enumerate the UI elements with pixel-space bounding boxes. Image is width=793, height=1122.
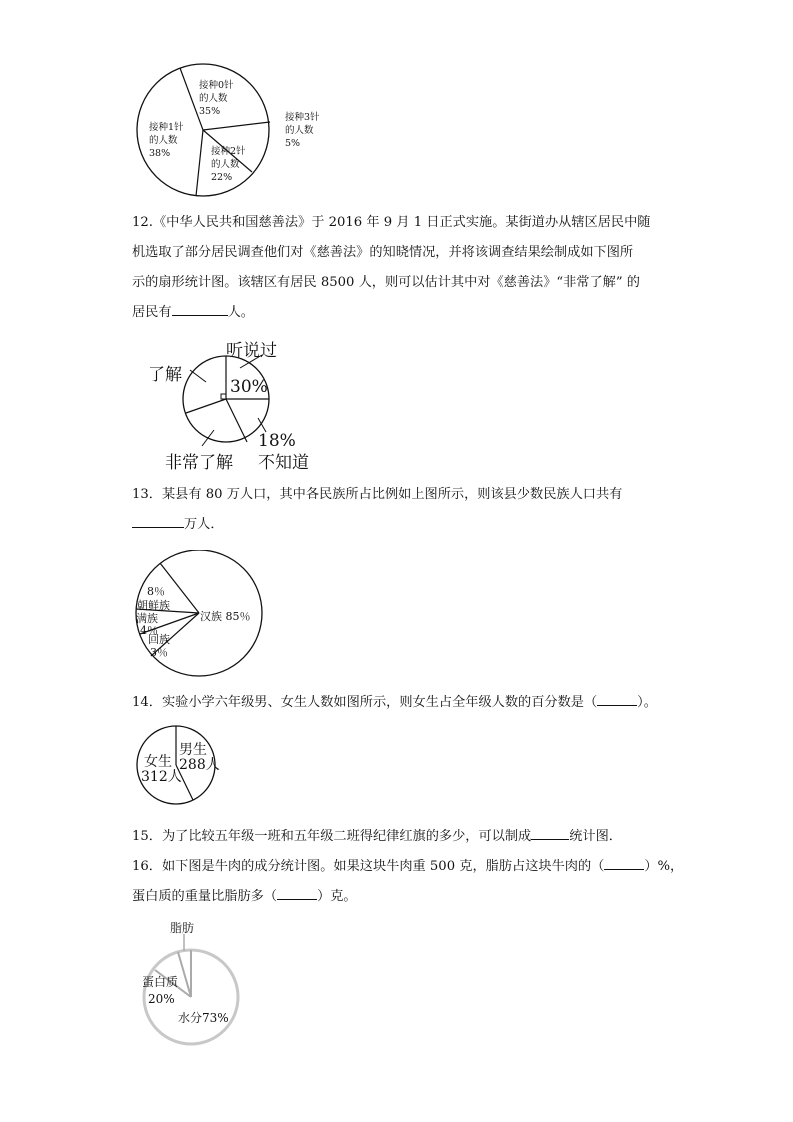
pie-slice-edge xyxy=(196,130,203,196)
question-text: 12.《中华人民共和国慈善法》于 2016 年 9 月 1 日正式实施。某街道办从辖区居民中随 xyxy=(132,215,651,230)
pie-slice-edge xyxy=(178,952,191,997)
slice-label: 朝鲜族 xyxy=(137,599,170,612)
slice-label: 4％ xyxy=(140,624,158,637)
slice-label: 满族 xyxy=(136,612,158,625)
slice-label: 接种1针 xyxy=(149,122,184,133)
question-text: 居民有 人。 xyxy=(132,298,672,328)
question-12 xyxy=(132,208,672,328)
gender-pie-chart xyxy=(134,724,220,808)
slice-label: 听说过 xyxy=(226,341,277,361)
beef-composition-pie-chart xyxy=(138,916,248,1050)
ethnic-groups-pie-chart xyxy=(130,550,270,680)
question-text: 14．实验小学六年级男、女生人数如图所示，则女生占全年级人数的百分数是（ ）。 xyxy=(132,688,692,718)
slice-label: 的人数 xyxy=(199,93,228,104)
slice-label: 18% xyxy=(258,431,296,451)
slice-label: 8％ xyxy=(147,585,165,598)
slice-label: 5% xyxy=(285,138,301,149)
vaccination-pie-chart xyxy=(134,62,344,202)
leader-line xyxy=(190,370,206,382)
slice-label: 脂肪 xyxy=(170,921,195,935)
answer-blank[interactable] xyxy=(172,301,228,316)
slice-label: 接种3针 xyxy=(285,112,320,123)
right-angle-mark xyxy=(221,394,226,399)
question-text: 万人． xyxy=(132,510,672,540)
question-text: 15．为了比较五年级一班和五年级二班得纪律红旗的多少，可以制成 统计图． xyxy=(132,822,672,852)
charity-law-pie-chart xyxy=(140,332,320,474)
answer-blank[interactable] xyxy=(277,885,317,900)
slice-label: 了解 xyxy=(148,365,182,385)
question-text: 示的扇形统计图。该辖区有居民 8500 人，则可以估计其中对《慈善法》“非常了解” 的 xyxy=(132,275,640,290)
answer-blank[interactable] xyxy=(604,855,644,870)
slice-label: 回族 xyxy=(148,633,170,646)
slice-label: 的人数 xyxy=(149,135,178,146)
question-text: 蛋白质的重量比脂肪多（ ）克。 xyxy=(132,882,692,912)
slice-label: 蛋白质 xyxy=(142,975,179,989)
leader-line xyxy=(202,430,214,446)
slice-label: 非常了解 xyxy=(165,453,233,473)
pie-slice-edge xyxy=(226,399,247,442)
slice-label: 汉族 85％ xyxy=(200,610,251,623)
slice-label: 水分73% xyxy=(178,1011,229,1025)
slice-label: 288人 xyxy=(179,757,220,773)
pie-slice-edge xyxy=(186,399,226,413)
slice-label: 3％ xyxy=(150,646,168,659)
slice-label: 35% xyxy=(199,106,221,117)
question-text: 16．如下图是牛肉的成分统计图。如果这块牛肉重 500 克，脂肪占这块牛肉的（ ）%， xyxy=(132,852,692,882)
answer-blank[interactable] xyxy=(531,825,569,840)
slice-label: 20% xyxy=(148,992,175,1006)
slice-label: 38% xyxy=(149,148,171,159)
slice-label: 男生 xyxy=(179,742,207,758)
slice-label: 的人数 xyxy=(211,159,240,170)
slice-label: 接种2针 xyxy=(211,146,246,157)
slice-label: 312人 xyxy=(141,769,182,785)
leader-line xyxy=(258,418,266,432)
question-16 xyxy=(132,852,692,912)
slice-label: 的人数 xyxy=(285,125,314,136)
slice-label: 30% xyxy=(230,377,268,397)
question-text: 机选取了部分居民调查他们对《慈善法》的知晓情况，并将该调查结果绘制成如下图所 xyxy=(132,245,634,260)
slice-label: 22% xyxy=(211,172,233,183)
question-text: 13．某县有 80 万人口，其中各民族所占比例如上图所示，则该县少数民族人口共有 xyxy=(132,487,623,502)
slice-label: 接种0针 xyxy=(199,80,234,91)
slice-label: 女生 xyxy=(144,754,172,770)
question-14 xyxy=(132,688,692,718)
slice-label: 不知道 xyxy=(258,453,309,473)
question-13 xyxy=(132,480,672,540)
pie-slice-edge xyxy=(203,122,270,130)
answer-blank[interactable] xyxy=(132,513,184,528)
question-15 xyxy=(132,822,672,852)
answer-blank[interactable] xyxy=(597,691,637,706)
